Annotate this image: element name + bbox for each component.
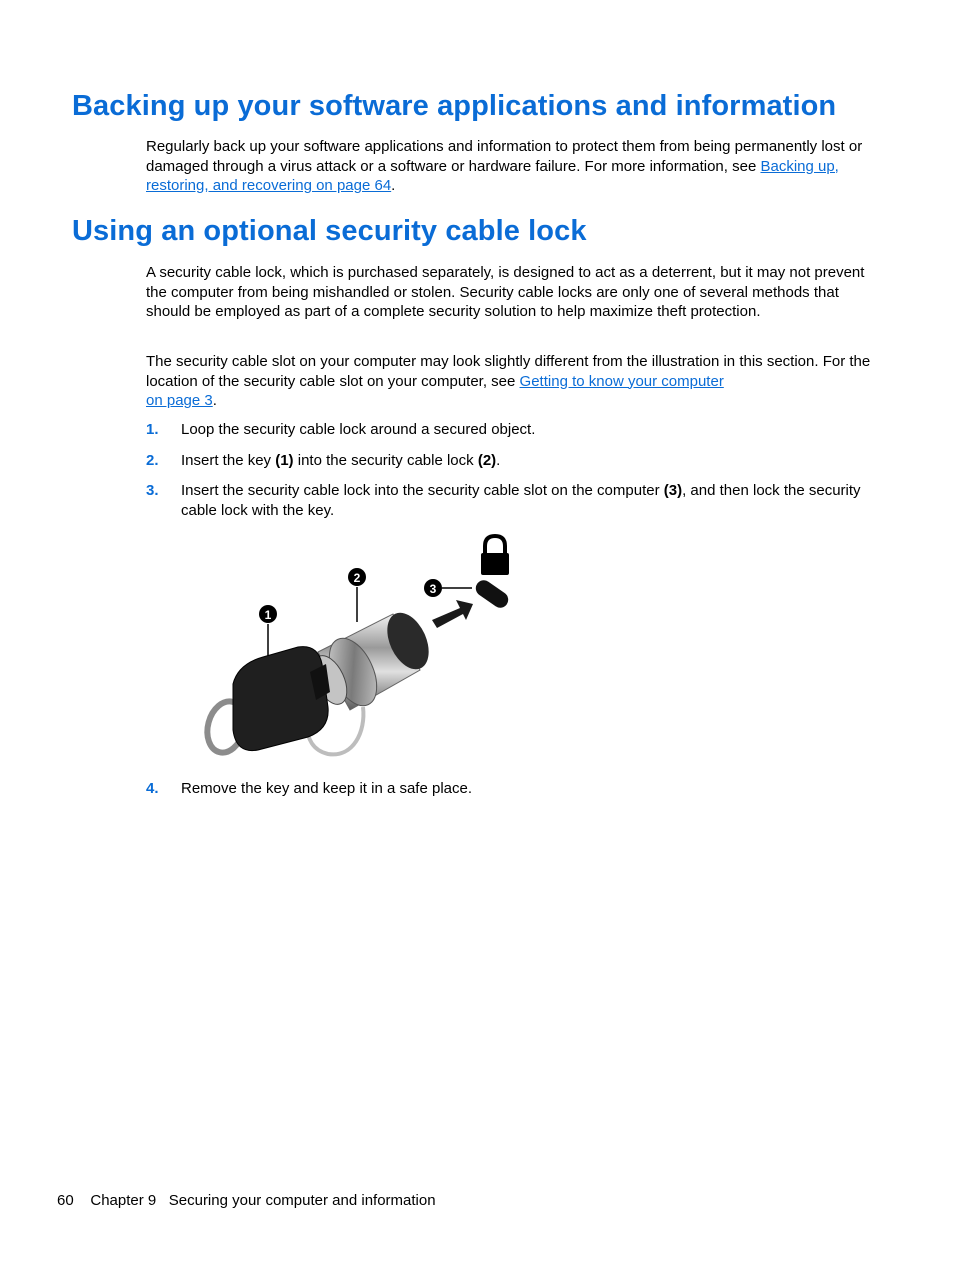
backup-restore-link[interactable]: Backing up, restoring, and recovering on page 64 xyxy=(146,157,839,194)
callout-ref: (1) xyxy=(275,452,294,469)
getting-to-know-link-line1: Getting to know your computer xyxy=(519,372,724,390)
footer-chapter: Chapter 9 xyxy=(90,1192,157,1209)
step-number: 3. xyxy=(146,482,159,499)
step-number: 1. xyxy=(146,421,159,438)
step-text xyxy=(181,451,881,471)
section-heading-cable-lock: Using an optional security cable lock xyxy=(72,215,587,247)
footer-title: Securing your computer and information xyxy=(168,1192,436,1209)
insert-arrow-icon xyxy=(432,600,473,628)
security-cable-slot xyxy=(473,577,512,611)
step-text-part: . xyxy=(496,452,501,469)
callout-1-label: 1 xyxy=(264,608,272,622)
security-cable-lock-illustration xyxy=(198,532,528,768)
step-number: 2. xyxy=(146,452,159,469)
cable-lock-paragraph-1: A security cable lock, which is purchased separately, is designed to act as a deterrent, but it may not prevent the computer from being mishandled or stolen. Security cable locks are only one of several methods that should be employed as part of a complete security solution to help maximize theft protection. xyxy=(146,264,865,320)
callout-3-label: 3 xyxy=(429,582,437,596)
page-number: 60 xyxy=(57,1192,74,1209)
cable-slot-text-end: . xyxy=(212,392,217,409)
callout-2-label: 2 xyxy=(353,571,361,585)
step-text: Loop the security cable lock around a secured object. xyxy=(181,421,536,438)
backup-text: Regularly back up your software applications and information to protect them from being permanently lost or damaged through a virus attack or a software or hardware failure. For more information, see xyxy=(146,138,863,175)
step-text xyxy=(181,481,881,520)
step-text-part: , and then lock the security cable lock with the key. xyxy=(181,482,861,519)
getting-to-know-link-line2: on page 3 xyxy=(146,392,213,409)
cable-slot-text: The security cable slot on your computer may look slightly different from the illustration in this section. For the location of the security cable slot on your computer, see xyxy=(146,353,871,390)
backup-paragraph xyxy=(146,137,876,196)
callout-ref: (3) xyxy=(663,482,683,499)
backup-text-end: . xyxy=(391,177,396,194)
key-head xyxy=(233,647,328,751)
step-text: Remove the key and keep it in a safe place. xyxy=(181,780,473,797)
callout-ref: (2) xyxy=(477,452,497,469)
step-text-part: into the security cable lock xyxy=(293,452,478,469)
cable-lock-paragraph-2 xyxy=(146,352,876,411)
step-text-part: Insert the security cable lock into the security cable slot on the computer xyxy=(181,482,664,499)
padlock-icon xyxy=(481,536,509,575)
step-number: 4. xyxy=(146,780,159,797)
step-text-part: Insert the key xyxy=(181,452,276,469)
page-footer xyxy=(57,1192,436,1209)
section-heading-backup: Backing up your software applications and information xyxy=(72,90,837,122)
